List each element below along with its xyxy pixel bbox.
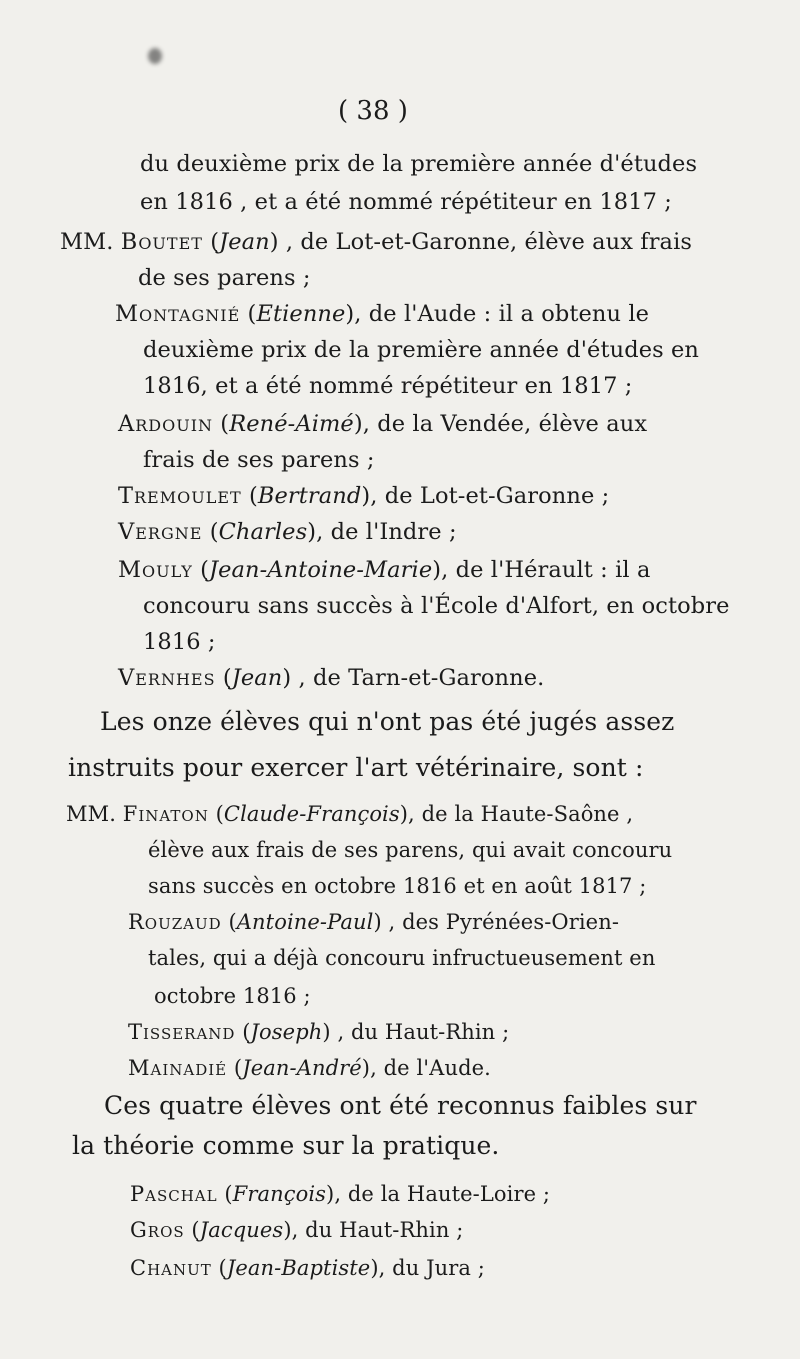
person-surname: Rouzaud [128, 910, 222, 934]
text-fragment: ( [240, 301, 257, 327]
text-fragment: ), de l'Hérault : il a [432, 557, 651, 583]
text-fragment: ), du Jura ; [370, 1256, 485, 1280]
text-line [140, 150, 697, 178]
text-fragment: en 1816 , et a été nommé répétiteur en 1817 ; [140, 189, 672, 215]
text-line [143, 336, 699, 364]
person-given-name: Jacques [199, 1218, 284, 1242]
text-fragment: ( [235, 1020, 251, 1044]
text-line [100, 706, 674, 738]
text-fragment: ( [213, 411, 230, 437]
text-fragment: ), de l'Aude : il a obtenu le [345, 301, 650, 327]
text-line [154, 982, 311, 1010]
text-fragment: ( [221, 910, 237, 934]
person-surname: Vergne [118, 519, 203, 545]
text-fragment: deuxième prix de la première année d'études en [143, 337, 700, 363]
text-fragment: ( [202, 229, 220, 255]
person-given-name: Charles [218, 519, 308, 545]
person-surname: Mouly [118, 557, 193, 583]
text-fragment: ) , de Tarn-et-Garonne. [282, 665, 545, 691]
text-fragment: tales, qui a déjà concouru infructueusement en [148, 946, 656, 970]
text-fragment: élève aux frais de ses parens, qui avait concouru [148, 838, 673, 862]
text-fragment: ( [217, 1182, 233, 1206]
text-fragment: ) , de Lot-et-Garonne, élève aux frais [269, 229, 693, 255]
text-fragment: de ses parens ; [138, 265, 311, 291]
text-fragment: 1816 ; [143, 629, 216, 655]
person-surname: Ardouin [118, 411, 214, 437]
text-fragment: ), de Lot-et-Garonne ; [361, 483, 610, 509]
text-line [104, 1090, 697, 1122]
text-line [118, 556, 650, 584]
person-given-name: Jean-Antoine-Marie [208, 557, 433, 583]
text-line [130, 1216, 463, 1244]
person-given-name: Jean-André [242, 1056, 362, 1080]
text-fragment: du deuxième prix de la première année d'études [140, 151, 698, 177]
text-line [66, 800, 633, 828]
text-line [68, 752, 644, 784]
text-line [115, 300, 649, 328]
text-line [128, 908, 619, 936]
text-fragment: MM. [66, 802, 123, 826]
text-fragment: ( [208, 802, 224, 826]
text-line [130, 1180, 550, 1208]
text-fragment: ), de la Haute-Loire ; [326, 1182, 551, 1206]
text-line [118, 482, 609, 510]
text-fragment: ( [211, 1256, 227, 1280]
text-fragment: 1816, et a été nommé répétiteur en 1817 ; [143, 373, 633, 399]
text-fragment: ), de la Vendée, élève aux [353, 411, 648, 437]
text-line [118, 664, 544, 692]
text-line [143, 628, 216, 656]
text-fragment: ( [184, 1218, 200, 1242]
person-surname: Gros [130, 1218, 185, 1242]
person-given-name: Antoine-Paul [236, 910, 374, 934]
person-given-name: René-Aimé [229, 411, 354, 437]
text-fragment: frais de ses parens ; [143, 447, 375, 473]
text-line [72, 1130, 499, 1162]
ink-smudge [148, 48, 162, 64]
text-line [118, 410, 647, 438]
person-given-name: Bertrand [257, 483, 362, 509]
text-fragment: ) , des Pyrénées-Orien- [373, 910, 620, 934]
text-fragment: ( [215, 665, 232, 691]
text-fragment: sans succès en octobre 1816 et en août 1817 ; [148, 874, 647, 898]
text-line [148, 872, 646, 900]
person-given-name: Etienne [256, 301, 346, 327]
text-fragment: concouru sans succès à l'École d'Alfort, en octobre [143, 593, 730, 619]
text-fragment: octobre 1816 ; [154, 984, 311, 1008]
text-line [140, 188, 672, 216]
text-fragment: instruits pour exercer l'art vétérinaire, sont : [68, 753, 644, 782]
text-line [130, 1254, 485, 1282]
text-fragment: MM. [60, 229, 121, 255]
text-fragment: ) , du Haut-Rhin ; [322, 1020, 510, 1044]
person-surname: Tremoulet [118, 483, 242, 509]
text-fragment: ), de la Haute-Saône , [399, 802, 634, 826]
text-fragment: Ces quatre élèves ont été reconnus faibles sur [104, 1091, 697, 1120]
text-line [143, 592, 730, 620]
text-line [118, 518, 457, 546]
person-surname: Finaton [122, 802, 209, 826]
text-fragment: ( [192, 557, 209, 583]
person-surname: Tisserand [128, 1020, 236, 1044]
person-surname: Chanut [130, 1256, 212, 1280]
text-fragment: ( [227, 1056, 243, 1080]
person-surname: Vernhes [118, 665, 216, 691]
person-given-name: Claude-François [223, 802, 400, 826]
text-fragment: Les onze élèves qui n'ont pas été jugés assez [100, 707, 675, 736]
text-line [143, 372, 632, 400]
page-number: ( 38 ) [338, 96, 408, 126]
text-line [143, 446, 375, 474]
person-given-name: Jean-Baptiste [226, 1256, 371, 1280]
person-surname: Boutet [120, 229, 203, 255]
text-fragment: ), de l'Indre ; [307, 519, 457, 545]
text-fragment: ( [241, 483, 258, 509]
person-surname: Mainadié [128, 1056, 228, 1080]
text-fragment: ), du Haut-Rhin ; [283, 1218, 464, 1242]
text-fragment: la théorie comme sur la pratique. [72, 1131, 500, 1160]
person-given-name: François [232, 1182, 327, 1206]
text-fragment: ( [202, 519, 219, 545]
person-given-name: Joseph [250, 1020, 323, 1044]
text-line [148, 944, 655, 972]
person-given-name: Jean [231, 665, 283, 691]
text-line [60, 228, 692, 256]
person-surname: Montagnié [115, 301, 241, 327]
text-line [128, 1054, 491, 1082]
text-line [138, 264, 311, 292]
text-line [128, 1018, 509, 1046]
text-fragment: ), de l'Aude. [361, 1056, 491, 1080]
person-surname: Paschal [130, 1182, 218, 1206]
person-given-name: Jean [219, 229, 270, 255]
text-line [148, 836, 672, 864]
